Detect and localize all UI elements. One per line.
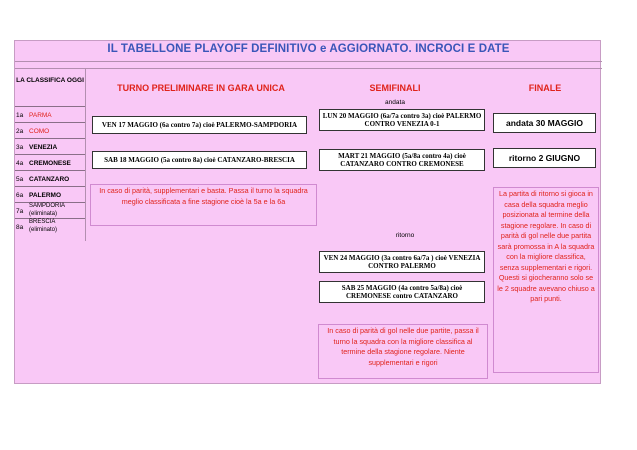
final-andata: andata 30 MAGGIO <box>493 113 596 133</box>
semifinal-andata-2: MART 21 MAGGIO (5a/8a contro 4a) cioè CATANZARO CONTRO CREMONESE <box>319 149 485 171</box>
page-title: IL TABELLONE PLAYOFF DEFINITIVO e AGGIORNATO. INCROCI E DATE <box>107 43 510 55</box>
divider <box>15 68 602 69</box>
preliminary-note: In caso di parità, supplementari e basta. Passa il turno la squadra meglio classificata a fine stagione cioè la 5a e la 6a <box>90 184 317 226</box>
andata-label: andata <box>385 99 405 106</box>
final-ritorno: ritorno 2 GIUGNO <box>493 148 596 168</box>
semifinals-header: SEMIFINALI <box>369 83 421 93</box>
ritorno-label: ritorno <box>395 232 415 239</box>
standings-row <box>15 186 85 203</box>
preliminary-match-1: VEN 17 MAGGIO (6a contro 7a) cioè PALERMO-SAMPDORIA <box>92 116 307 134</box>
semifinal-andata-1: LUN 20 MAGGIO (6a/7a contro 3a) cioè PALERMO CONTRO VENEZIA 0-1 <box>319 109 485 131</box>
divider <box>15 61 602 62</box>
bracket-sheet <box>14 40 601 384</box>
semifinals-note: In caso di parità di gol nelle due partite, passa il turno la squadra con la migliore classifica al termine della stagione regolare. Niente supplementari e rigori <box>318 324 488 379</box>
standings-team: CATANZARO <box>29 176 70 183</box>
standings-position: 1a <box>16 112 24 119</box>
standings-row <box>15 154 85 171</box>
standings-position: 7a <box>16 208 24 215</box>
standings-position: 5a <box>16 176 24 183</box>
standings-team: CREMONESE <box>29 160 71 167</box>
standings-position: 4a <box>16 160 24 167</box>
standings-position: 3a <box>16 144 24 151</box>
standings-team: VENEZIA <box>29 144 58 151</box>
standings-row <box>15 170 85 187</box>
semifinal-ritorno-1: VEN 24 MAGGIO (3a contro 6a/7a ) cioè VENEZIA CONTRO PALERMO <box>319 251 485 273</box>
standings-header: LA CLASSIFICA OGGI <box>16 77 84 84</box>
standings-row <box>15 106 85 123</box>
standings-row <box>15 202 85 219</box>
final-note: La partita di ritorno si gioca in casa della squadra meglio posizionata al termine della stagione regolare. In caso di parità di gol nelle due partita sarà promossa in A la squadra con la migliore classifica, senza supplementari e rigori. Questi si giocheranno solo se le 2 squadre avevano chiuso a pari punti. <box>493 187 599 373</box>
standings-team: PARMA <box>29 112 52 119</box>
final-header: FINALE <box>528 83 562 93</box>
standings-team: COMO <box>29 128 50 135</box>
semifinal-ritorno-2: SAB 25 MAGGIO (4a contro 5a/8a) cioè CREMONESE contro CATANZARO <box>319 281 485 303</box>
standings-position: 8a <box>16 224 24 231</box>
standings-team: BRESCIA (eliminato) <box>29 219 58 233</box>
standings-team: PALERMO <box>29 192 62 199</box>
preliminary-match-2: SAB 18 MAGGIO (5a contro 8a) cioè CATANZARO-BRESCIA <box>92 151 307 169</box>
standings-team: SAMPDORIA (eliminata) <box>29 203 65 217</box>
standings-row <box>15 122 85 139</box>
standings-row <box>15 218 85 235</box>
standings-position: 6a <box>16 192 24 199</box>
preliminary-header: TURNO PRELIMINARE IN GARA UNICA <box>117 83 285 93</box>
column-divider <box>85 68 86 241</box>
standings-position: 2a <box>16 128 24 135</box>
standings-row <box>15 138 85 155</box>
